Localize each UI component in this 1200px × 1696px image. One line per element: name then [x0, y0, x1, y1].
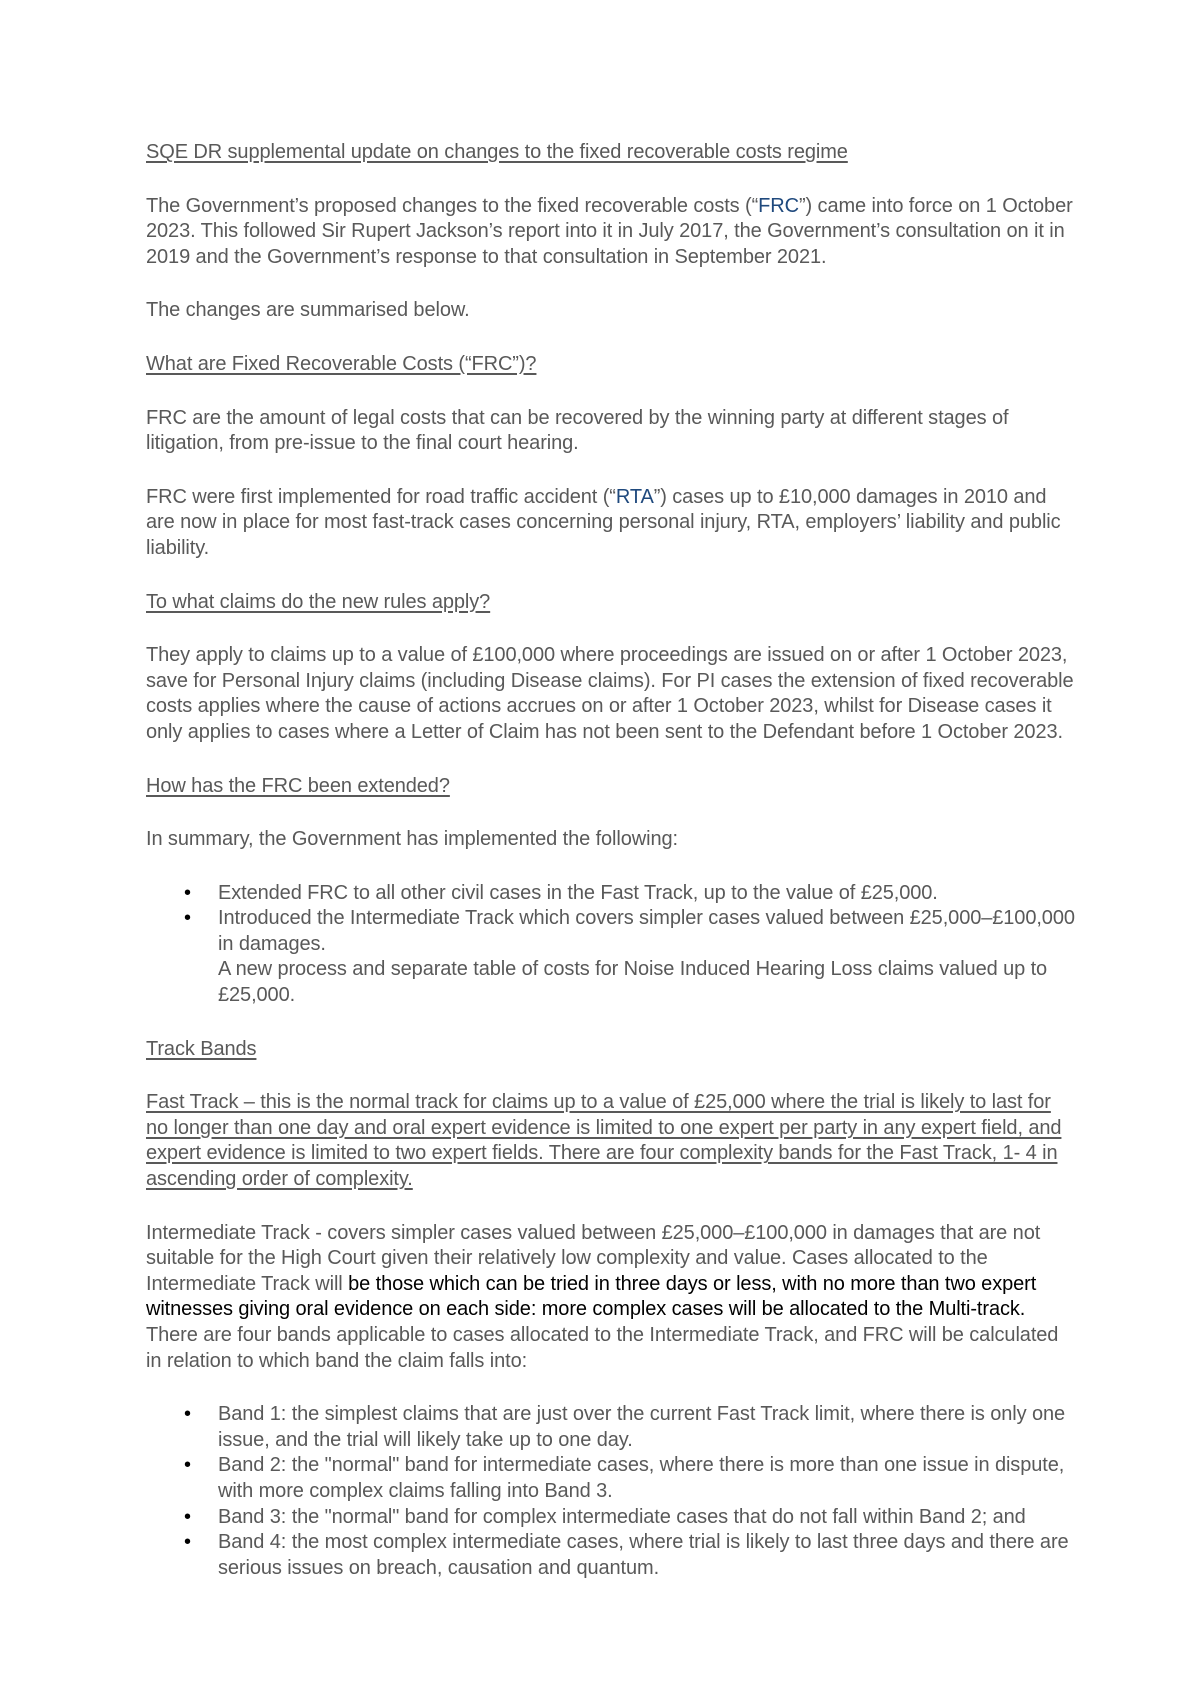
bands-bullet-list: [146, 1402, 1076, 1581]
intro-paragraph: [146, 194, 1076, 271]
list-item-text: Introduced the Intermediate Track which covers simpler cases valued between £25,000–£100,000 in damages.: [218, 907, 1075, 955]
list-item-text: Band 3: the "normal" band for complex intermediate cases that do not fall within Band 2; and: [218, 1505, 1026, 1528]
rta-abbrev: RTA: [615, 485, 654, 508]
heading-track-bands: Track Bands: [146, 1037, 257, 1060]
intermediate-track-paragraph: [146, 1221, 1076, 1375]
list-item-text: Band 2: the "normal" band for intermediate cases, where there is more than one issue in dispute, with more complex claims falling into Band 3.: [218, 1454, 1065, 1502]
list-item: [146, 906, 1076, 1008]
heading-what-are-frc: What are Fixed Recoverable Costs (“FRC”)?: [146, 352, 537, 375]
extension-bullet-list: [146, 881, 1076, 1009]
fast-track-paragraph: Fast Track – this is the normal track for claims up to a value of £25,000 where the trial is likely to last for no longer than one day and oral expert evidence is limited to one expert per party in any expert field, and expert evidence is limited to two expert fields. There are four complexity bands for the Fast Track, 1- 4 in ascending order of complexity.: [146, 1091, 1062, 1191]
list-item-text: Band 4: the most complex intermediate cases, where trial is likely to last three days and there are serious issues on breach, causation and quantum.: [218, 1531, 1069, 1579]
list-item-text: Band 1: the simplest claims that are just over the current Fast Track limit, where there is only one issue, and the trial will likely take up to one day.: [218, 1403, 1066, 1451]
heading-claims-apply: To what claims do the new rules apply?: [146, 590, 491, 613]
bullet-icon: •: [184, 1531, 191, 1554]
list-item: [146, 881, 1076, 907]
intermediate-text-3: There are four bands applicable to cases allocated to the Intermediate Track, and FRC will be calculated in relation to which band the claim falls into:: [146, 1324, 1059, 1372]
intro-text-2: ”) came into force on 1 October 2023. This followed Sir Rupert Jackson’s report into it in July 2017, the Government’s consultation on it in 2019 and the Government’s response to that consultation in September 2021.: [146, 194, 1073, 268]
bullet-icon: •: [184, 1403, 191, 1426]
document-page: [146, 140, 1076, 1581]
intro-text-1: The Government’s proposed changes to the fixed recoverable costs (“: [146, 194, 759, 217]
claims-apply-paragraph: They apply to claims up to a value of £100,000 where proceedings are issued on or after 1 October 2023, save for Personal Injury claims (including Disease claims). For PI cases the extension of fixed recoverable costs applies where the cause of actions accrues on or after 1 October 2023, whilst for Disease cases it only applies to cases where a Letter of Claim has not been sent to the Defendant before 1 October 2023.: [146, 644, 1074, 743]
bullet-icon: •: [184, 1505, 191, 1528]
intermediate-text-2: be those which can be tried in three days or less, with no more than two expert witnesses giving oral evidence on each side: more complex cases will be allocated to the Multi-track.: [146, 1272, 1037, 1321]
bullet-icon: •: [184, 907, 191, 930]
bullet-icon: •: [184, 1454, 191, 1477]
list-item: [146, 1453, 1076, 1504]
bullet-icon: •: [184, 881, 191, 904]
list-item: [146, 1402, 1076, 1453]
intermediate-text-1: Intermediate Track - covers simpler cases valued between £25,000–£100,000 in damages that are not suitable for the High Court given their relatively low complexity and value. Cases allocated to the Intermediate Track will: [146, 1221, 1041, 1295]
list-item: [146, 1505, 1076, 1531]
list-item-text: Extended FRC to all other civil cases in the Fast Track, up to the value of £25,000.: [218, 881, 938, 904]
heading-frc-extended: How has the FRC been extended?: [146, 774, 450, 797]
frc-definition-paragraph: FRC are the amount of legal costs that can be recovered by the winning party at different stages of litigation, from pre-issue to the final court hearing.: [146, 406, 1009, 455]
summary-line: The changes are summarised below.: [146, 299, 470, 322]
frc-abbrev: FRC: [758, 194, 799, 217]
frc-history-text-1: FRC were first implemented for road traffic accident (“: [146, 485, 616, 508]
frc-history-paragraph: [146, 485, 1076, 562]
frc-history-text-2: ”) cases up to £10,000 damages in 2010 and are now in place for most fast-track cases concerning personal injury, RTA, employers’ liability and public liability.: [146, 485, 1061, 559]
list-item-continuation: A new process and separate table of costs for Noise Induced Hearing Loss claims valued up to £25,000.: [218, 958, 1048, 1007]
summary-intro: In summary, the Government has implemented the following:: [146, 828, 678, 851]
document-title: SQE DR supplemental update on changes to the fixed recoverable costs regime: [146, 141, 848, 163]
list-item: [146, 1530, 1076, 1581]
